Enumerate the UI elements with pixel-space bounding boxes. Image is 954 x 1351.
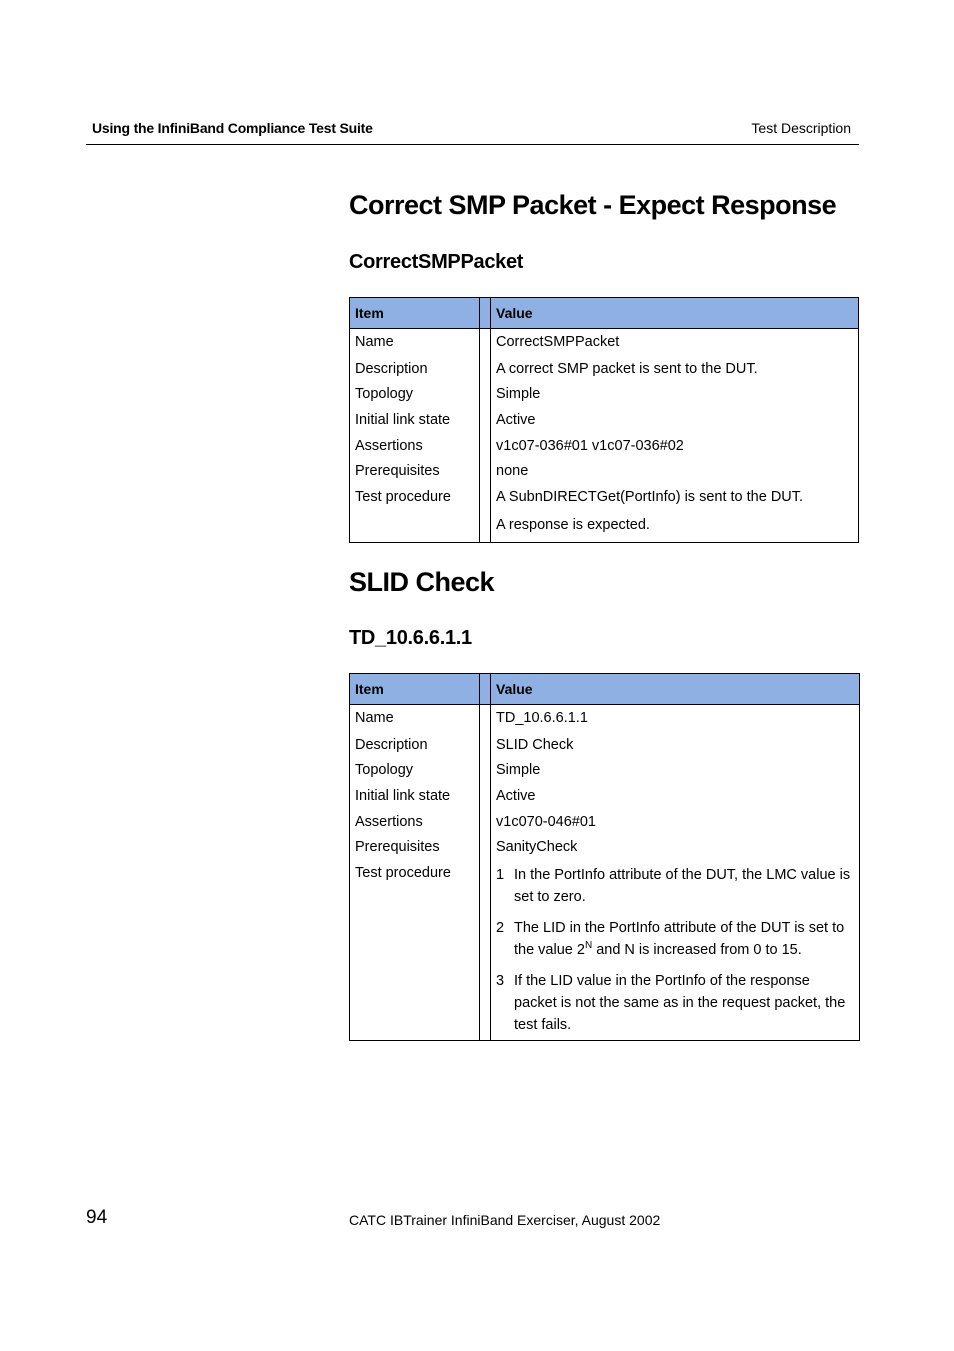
row-value	[491, 485, 859, 543]
table-row	[350, 434, 859, 460]
procedure-step	[496, 970, 854, 1036]
step-text: The LID in the PortInfo attribute of the DUT is set to the value $2^N$ and N is increased from 0 to 15.	[514, 920, 845, 959]
table-header-row	[350, 674, 860, 705]
row-item: Prerequisites	[350, 835, 480, 861]
row-value: SanityCheck	[491, 835, 860, 861]
row-value: v1c070-046#01	[491, 810, 860, 836]
table-row	[350, 408, 859, 434]
row-item: Topology	[350, 382, 480, 408]
row-value: Active	[491, 408, 859, 434]
table-row	[350, 459, 859, 485]
row-item: Test procedure	[350, 861, 480, 1041]
section1-title: Correct SMP Packet - Expect Response	[349, 190, 837, 220]
row-value: TD_10.6.6.1.1	[491, 705, 860, 733]
row-item: Assertions	[350, 810, 480, 836]
col-header-spacer	[480, 298, 491, 329]
row-item: Test procedure	[350, 485, 480, 543]
step-number: 1	[496, 867, 505, 884]
row-value: v1c07-036#01 v1c07-036#02	[491, 434, 859, 460]
section2-subtitle: TD_10.6.6.1.1	[349, 627, 472, 649]
table-row	[350, 784, 860, 810]
header-section-title: Test Description	[751, 120, 851, 136]
col-header-value: Value	[491, 674, 860, 705]
table-row	[350, 485, 859, 543]
col-header-value: Value	[491, 298, 859, 329]
running-header	[86, 118, 859, 145]
table-row	[350, 835, 860, 861]
col-header-item: Item	[350, 674, 480, 705]
procedure-line: A response is expected.	[496, 516, 650, 533]
row-value: A correct SMP packet is sent to the DUT.	[491, 357, 859, 383]
step-number: 2	[496, 920, 505, 937]
page-number: 94	[86, 1207, 108, 1228]
table-row	[350, 357, 859, 383]
step-text: If the LID value in the PortInfo of the response packet is not the same as in the request packet, the test fails.	[514, 973, 846, 1034]
row-item: Prerequisites	[350, 459, 480, 485]
procedure-steps	[491, 861, 860, 1041]
procedure-step	[496, 917, 854, 961]
col-header-spacer	[480, 674, 491, 705]
procedure-step	[496, 864, 854, 908]
table-header-row	[350, 298, 859, 329]
row-item: Name	[350, 329, 480, 357]
table-row	[350, 861, 860, 1041]
superscript-n: N	[584, 940, 593, 952]
row-value: SLID Check	[491, 733, 860, 759]
row-item: Name	[350, 705, 480, 733]
table-row	[350, 329, 859, 357]
row-item: Topology	[350, 758, 480, 784]
correct-smp-packet-table	[349, 297, 859, 543]
table-row	[350, 382, 859, 408]
row-item: Initial link state	[350, 408, 480, 434]
row-item: Assertions	[350, 434, 480, 460]
row-item: Description	[350, 733, 480, 759]
section2-title: SLID Check	[349, 567, 495, 597]
row-value: none	[491, 459, 859, 485]
row-item: Initial link state	[350, 784, 480, 810]
section1-subtitle: CorrectSMPPacket	[349, 251, 524, 273]
table-row	[350, 733, 860, 759]
table-row	[350, 758, 860, 784]
row-value: Active	[491, 784, 860, 810]
step-number: 3	[496, 973, 505, 990]
row-value: Simple	[491, 758, 860, 784]
col-header-item: Item	[350, 298, 480, 329]
header-chapter-title: Using the InfiniBand Compliance Test Suite	[92, 120, 373, 136]
procedure-line: A SubnDIRECTGet(PortInfo) is sent to the DUT.	[496, 489, 804, 506]
table-row	[350, 705, 860, 733]
row-value: CorrectSMPPacket	[491, 329, 859, 357]
table-row	[350, 810, 860, 836]
row-item: Description	[350, 357, 480, 383]
row-value: Simple	[491, 382, 859, 408]
step-text: In the PortInfo attribute of the DUT, the LMC value is set to zero.	[514, 867, 851, 906]
footer-publication: CATC IBTrainer InfiniBand Exerciser, August 2002	[349, 1212, 661, 1228]
slid-check-table	[349, 673, 860, 1041]
